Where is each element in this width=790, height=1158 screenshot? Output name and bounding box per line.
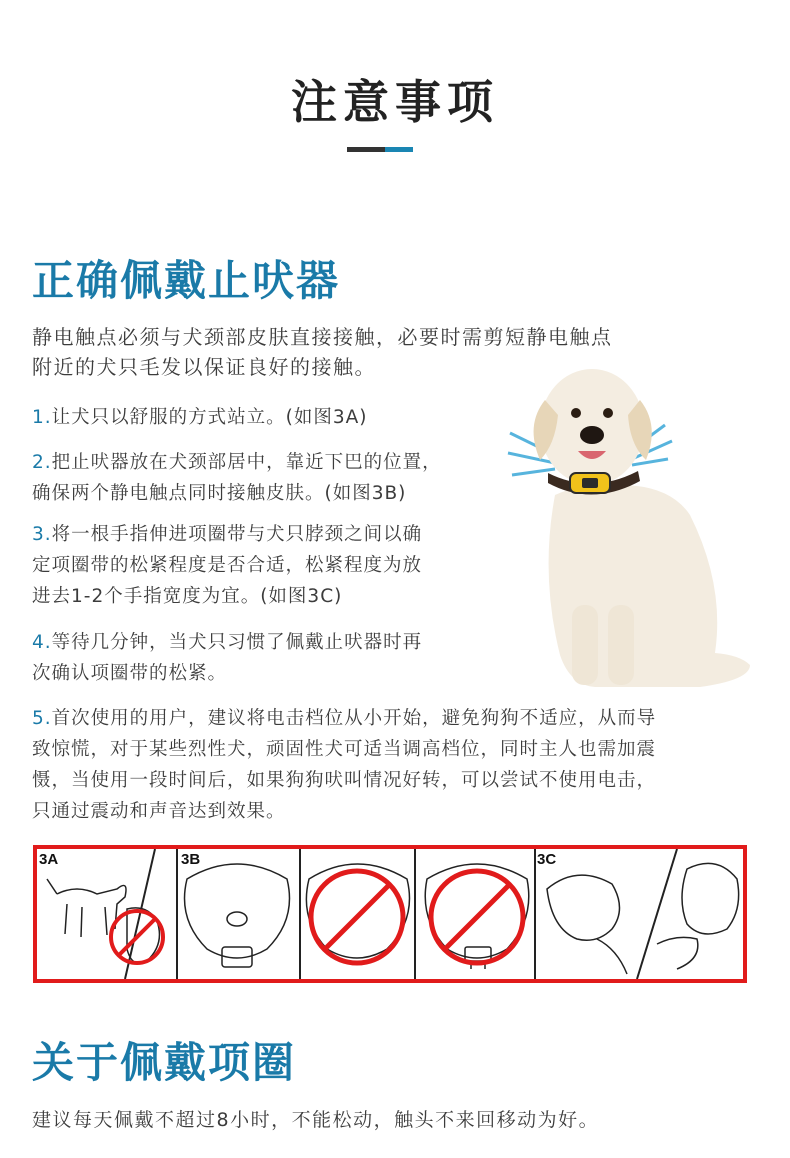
step-4 (32, 627, 422, 689)
step-3 (32, 519, 422, 612)
step-text: 把止吠器放在犬颈部居中，靠近下巴的位置， (51, 452, 442, 473)
step-5 (32, 703, 656, 827)
page-title: 注意事项 (291, 75, 499, 129)
step-text: 只通过震动和声音达到效果。 (32, 801, 286, 822)
step-number: 4. (32, 632, 52, 653)
intro-line: 附近的犬只毛发以保证良好的接触。 (32, 355, 376, 379)
instruction-figure-strip (33, 845, 747, 983)
step-text: 慑，当使用一段时间后，如果狗狗吠叫情况好转，可以尝试不使用电击， (32, 770, 657, 791)
underline-dark-segment (347, 147, 385, 152)
step-number: 3. (32, 524, 52, 545)
step-number: 2. (32, 452, 52, 473)
step-text: 次确认项圈带的松紧。 (32, 663, 228, 684)
step-text: 进去1-2个手指宽度为宜。(如图3C) (32, 586, 343, 607)
section-heading-collar: 关于佩戴项圈 (32, 1038, 297, 1087)
intro-line: 静电触点必须与犬颈部皮肤直接接触，必要时需剪短静电触点 (32, 325, 613, 349)
step-number: 5. (32, 708, 52, 729)
panel-label-3b: 3B (181, 851, 201, 868)
step-text: 让犬只以舒服的方式站立。(如图3A) (51, 407, 368, 428)
step-1 (32, 402, 368, 433)
step-text: 首次使用的用户，建议将电击档位从小开始，避免狗狗不适应，从而导 (51, 708, 657, 729)
collar-advice-text: 建议每天佩戴不超过8小时，不能松动，触头不来回移动为好。 (32, 1109, 600, 1131)
panel-label-3a: 3A (39, 851, 59, 868)
underline-blue-segment (385, 147, 413, 152)
title-underline (347, 147, 413, 152)
step-text: 确保两个静电触点同时接触皮肤。(如图3B) (32, 483, 407, 504)
section-heading-wearing: 正确佩戴止吠器 (32, 256, 341, 305)
step-number: 1. (32, 407, 52, 428)
step-text: 将一根手指伸进项圈带与犬只脖颈之间以确 (51, 524, 423, 545)
instruction-figure-drawing (37, 849, 743, 979)
step-2 (32, 447, 442, 509)
step-text: 定项圈带的松紧程度是否合适，松紧程度为放 (32, 555, 423, 576)
step-text: 等待几分钟，当犬只习惯了佩戴止吠器时再 (51, 632, 423, 653)
standing-dog-sketch (47, 879, 159, 963)
panel-label-3c: 3C (537, 851, 557, 868)
step-text: 致惊慌，对于某些烈性犬，顽固性犬可适当调高档位，同时主人也需加震 (32, 739, 657, 760)
dog-with-collar-photo (500, 355, 762, 700)
